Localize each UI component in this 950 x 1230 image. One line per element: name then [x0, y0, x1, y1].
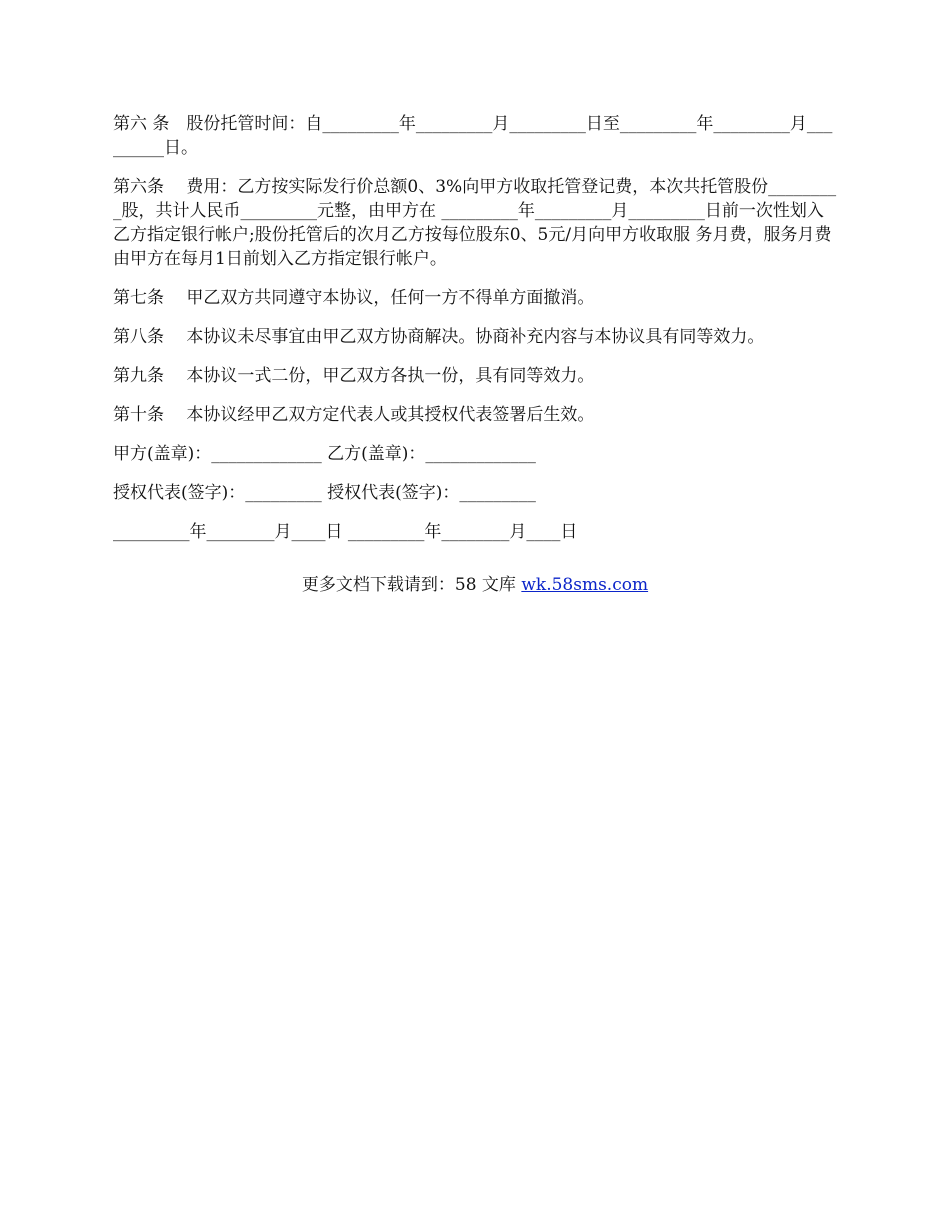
footer-text: 更多文档下载请到：58 文库	[301, 575, 522, 595]
seal-line: 甲方(盖章)：_____________ 乙方(盖章)：_____________	[113, 444, 536, 464]
document-body	[113, 112, 840, 559]
footer-link[interactable]: wk.58sms.com	[521, 575, 649, 595]
article-6-fees: 第六条 费用：乙方按实际发行价总额0、3%向甲方收取托管登记费，本次共托管股份_________股，共计人民币_________元整，由甲方在 _________年_________月_________日前一次性划入乙方指定银行帐户;股份托管后的次月乙方按每位股东0、5元/月向甲方收取服 务月费，服务月费由甲方在每月1日前划入乙方指定银行帐户。	[113, 177, 837, 269]
article-9-copies: 第九条 本协议一式二份，甲乙双方各执一份，具有同等效力。	[113, 366, 595, 386]
article-10-effectiveness: 第十条 本协议经甲乙双方定代表人或其授权代表签署后生效。	[113, 405, 595, 425]
download-footer	[0, 573, 950, 597]
signature-line: 授权代表(签字)：_________ 授权代表(签字)：_________	[113, 483, 536, 503]
article-8-supplementary: 第八条 本协议未尽事宜由甲乙双方协商解决。协商补充内容与本协议具有同等效力。	[113, 327, 765, 347]
date-line: _________年________月____日 _________年________月____日	[113, 522, 578, 542]
article-6-custody-period: 第六 条 股份托管时间：自_________年_________月_________日至_________年_________月_________日。	[113, 114, 833, 158]
article-7-compliance: 第七条 甲乙双方共同遵守本协议，任何一方不得单方面撤消。	[113, 288, 595, 308]
